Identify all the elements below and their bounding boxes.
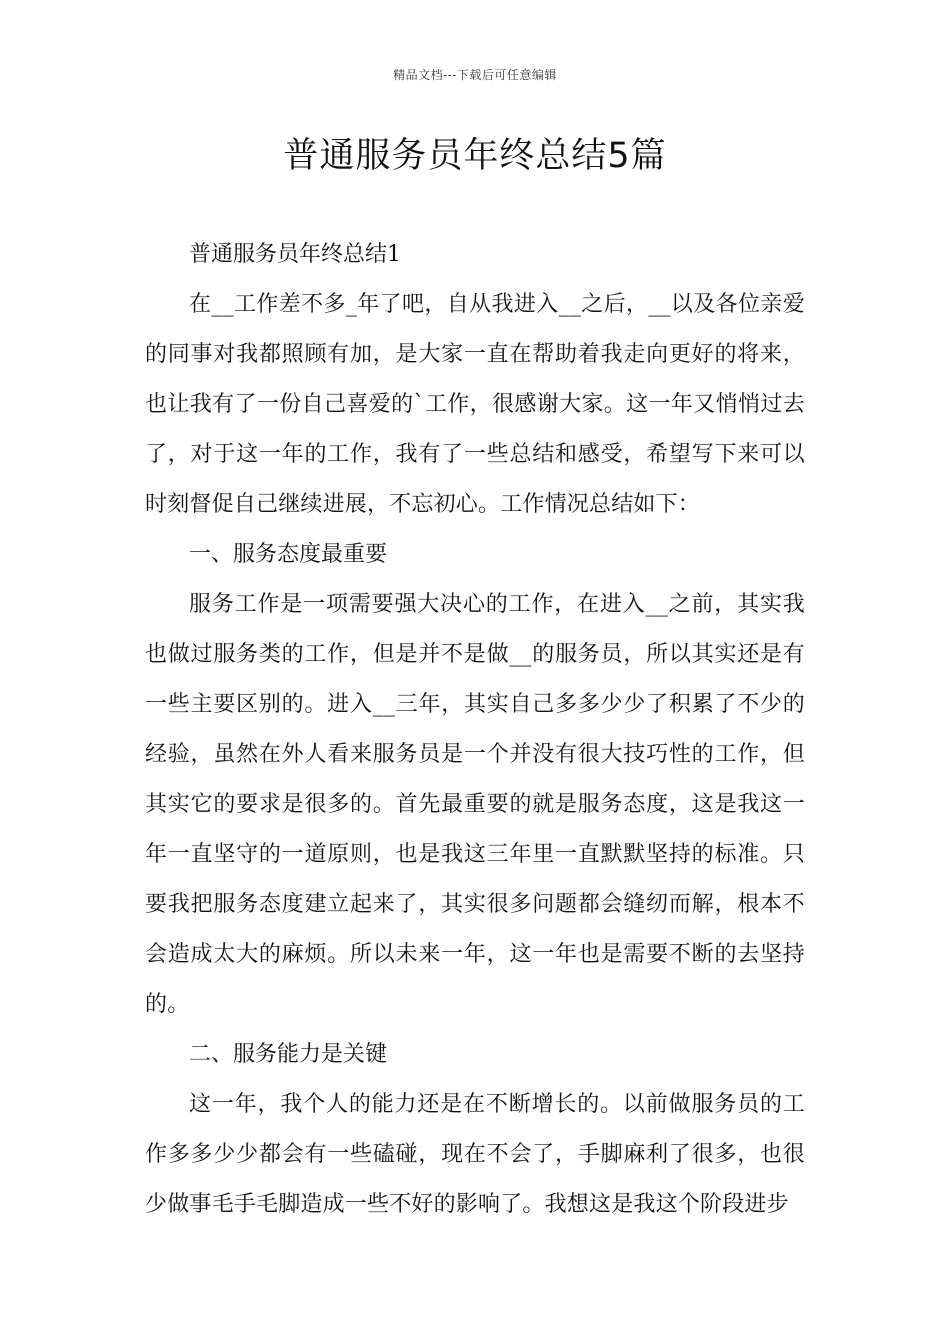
paragraph-service-ability: 这一年，我个人的能力还是在不断增长的。以前做服务员的工作多多少少都会有一些磕碰，现在不会了，手脚麻利了很多，也很少做事毛手毛脚造成一些不好的影响了。我想这是我这个阶段进步 <box>145 1092 805 1217</box>
paragraph-service-attitude: 服务工作是一项需要强大决心的工作，在进入__之前，其实我也做过服务类的工作，但是并不是做__的服务员，所以其实还是有一些主要区别的。进入__三年，其实自己多多少少了积累了不少的经验，虽然在外人看来服务员是一个并没有很大技巧性的工作，但其实它的要求是很多的。首先最重要的就是服务态度，这是我这一年一直坚守的一道原则，也是我这三年里一直默默坚持的标准。只要我把服务态度建立起来了，其实很多问题都会缝纫而解，根本不会造成太大的麻烦。所以未来一年，这一年也是需要不断的去坚持的。 <box>145 592 805 1017</box>
header-note: 精品文档---下载后可任意编辑 <box>393 68 557 82</box>
document-title: 普通服务员年终总结5篇 <box>283 136 667 176</box>
paragraph-intro: 在__工作差不多_年了吧，自从我进入__之后，__以及各位亲爱的同事对我都照顾有加，是大家一直在帮助着我走向更好的将来，也让我有了一份自己喜爱的`工作，很感谢大家。这一年又悄悄过去了，对于这一年的工作，我有了一些总结和感受，希望写下来可以时刻督促自己继续进展，不忘初心。工作情况总结如下： <box>145 292 805 517</box>
heading-service-ability: 二、服务能力是关键 <box>189 1042 388 1067</box>
section-subtitle: 普通服务员年终总结1 <box>189 242 401 267</box>
document-body <box>145 230 805 1230</box>
heading-service-attitude: 一、服务态度最重要 <box>189 542 388 567</box>
